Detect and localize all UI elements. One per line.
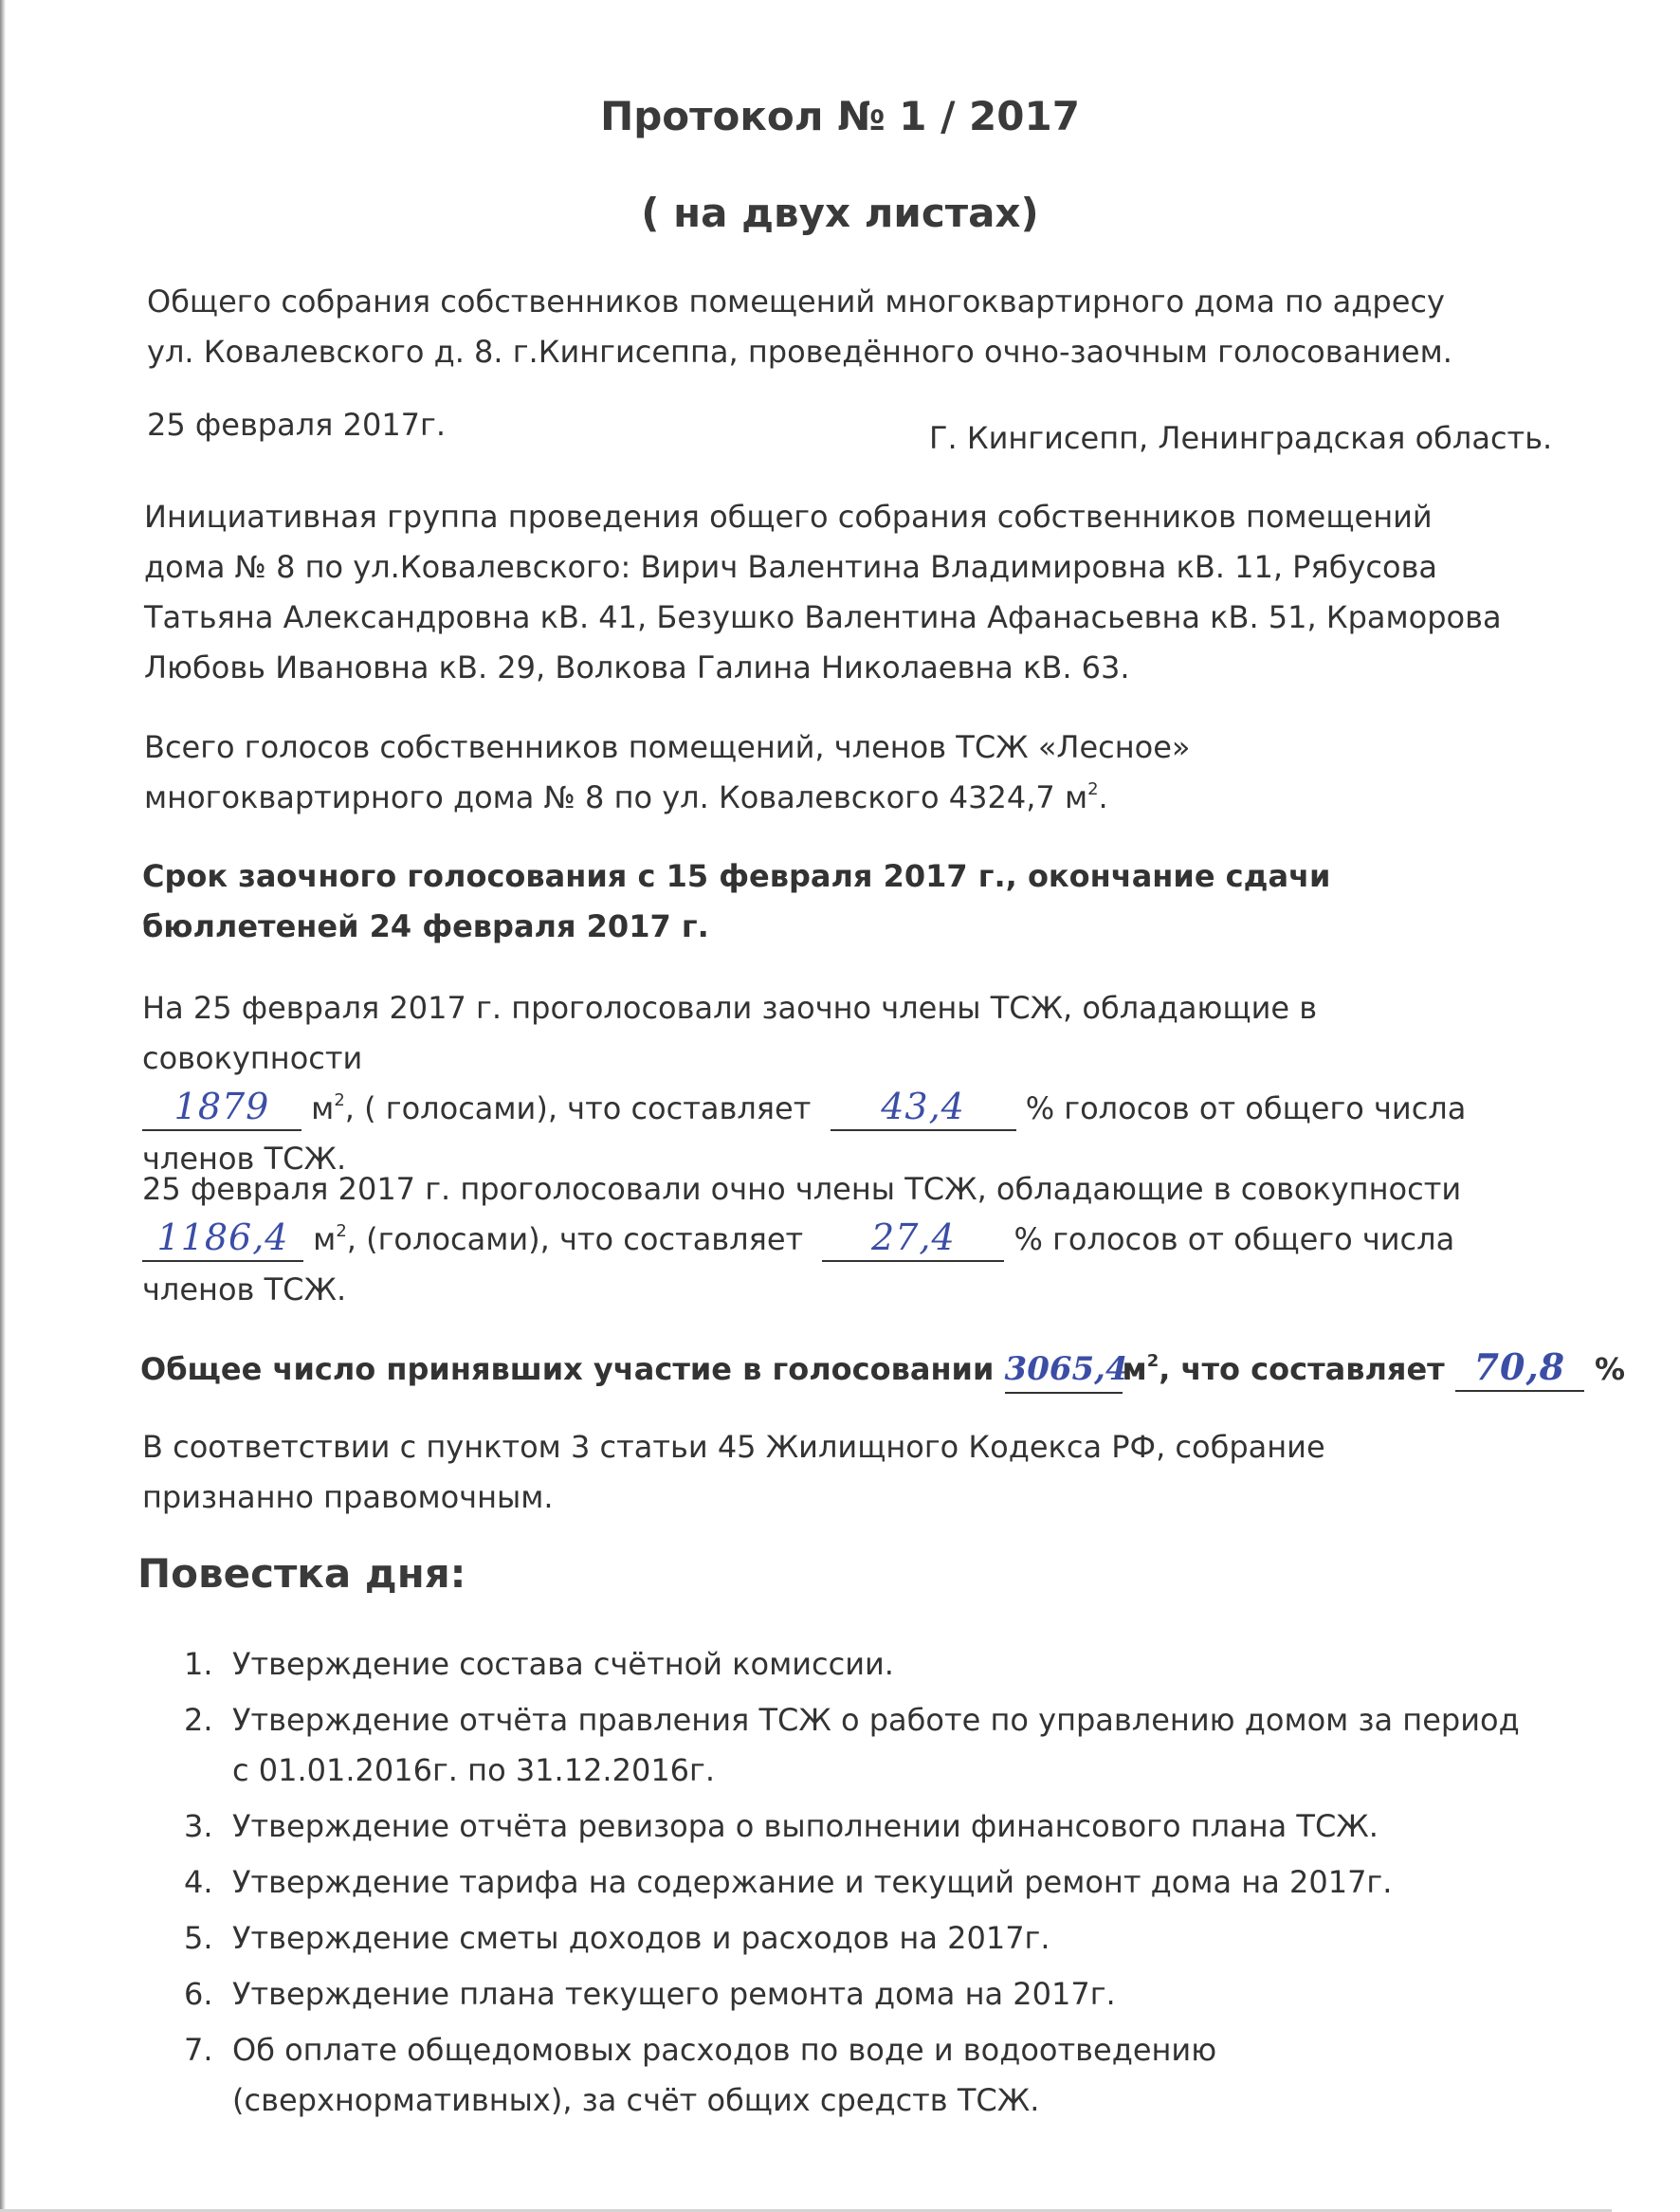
total-percent-handwritten: 70,8 <box>1473 1345 1566 1388</box>
absentee-line-3: членов ТСЖ. <box>142 1141 347 1177</box>
agenda-item-text: Утверждение отчёта ревизора о выполнении финансового плана ТСЖ. <box>232 1808 1379 1844</box>
total-mid-text: , что составляет <box>1159 1351 1455 1387</box>
in-person-line-3: членов ТСЖ. <box>142 1271 347 1307</box>
agenda-item <box>142 1801 1536 1852</box>
absentee-votes-paragraph <box>142 983 1545 1184</box>
absentee-percent-handwritten: 43,4 <box>881 1086 965 1127</box>
total-unit: м <box>1122 1351 1147 1387</box>
agenda-item <box>142 1639 1536 1690</box>
agenda-item-number: 2. <box>184 1702 213 1738</box>
in-person-mid-text: , (голосами), что составляет <box>346 1221 813 1257</box>
total-area-handwritten: 3065,4 <box>1004 1350 1128 1388</box>
agenda-item-text: Утверждение плана текущего ремонта дома на 2017г. <box>232 1976 1116 2012</box>
total-tail-text: % <box>1583 1351 1626 1387</box>
absentee-mid-text: , ( голосами), что составляет <box>344 1090 821 1126</box>
agenda-item <box>142 2025 1536 2126</box>
total-participation <box>140 1344 1626 1395</box>
meeting-date: 25 февраля 2017г. <box>147 407 447 443</box>
absentee-line-1: На 25 февраля 2017 г. проголосовали заочно члены ТСЖ, обладающие в совокупности <box>142 990 1318 1076</box>
absentee-line-2 <box>142 1084 1545 1134</box>
agenda-list <box>142 1639 1536 2126</box>
in-person-percent-field <box>822 1218 1004 1262</box>
absentee-percent-field <box>831 1088 1016 1131</box>
document-subtitle: ( на двух листах) <box>641 190 1039 236</box>
agenda-item-number: 7. <box>184 2032 213 2068</box>
agenda-item-text: Об оплате общедомовых расходов по воде и водоотведению (сверхнормативных), за счёт общих средств ТСЖ. <box>232 2032 1217 2118</box>
agenda-item <box>142 1913 1536 1964</box>
in-person-percent-handwritten: 27,4 <box>871 1216 956 1258</box>
absentee-tail-text: % голосов от общего числа <box>1015 1090 1467 1126</box>
agenda-item <box>142 1857 1536 1908</box>
total-votes-end: . <box>1098 779 1108 815</box>
agenda-item-number: 4. <box>184 1864 213 1900</box>
total-votes-text: Всего голосов собственников помещений, членов ТСЖ «Лесное» многоквартирного дома № 8 по ул. Ковалевского 4324,7 м <box>144 729 1191 815</box>
total-votes-unit-sup: 2 <box>1087 779 1099 799</box>
total-votes-paragraph <box>144 722 1481 823</box>
agenda-item-text: Утверждение тарифа на содержание и текущий ремонт дома на 2017г. <box>232 1864 1393 1900</box>
quorum-statement: В соответствии с пунктом 3 статьи 45 Жилищного Кодекса РФ, собрание признанно правомочным. <box>142 1429 1325 1515</box>
in-person-unit: м <box>303 1221 337 1257</box>
agenda-item-number: 3. <box>184 1808 213 1844</box>
total-area-field <box>1004 1350 1128 1394</box>
absentee-area-handwritten: 1879 <box>173 1086 270 1127</box>
meeting-description: Общего собрания собственников помещений многоквартирного дома по адресу ул. Ковалевского д. 8. г.Кингисеппа, проведённого очно-заочным голосованием. <box>147 283 1452 370</box>
in-person-area-handwritten: 1186,4 <box>156 1216 289 1258</box>
total-unit-sup: 2 <box>1146 1351 1160 1371</box>
in-person-tail-text: % голосов от общего числа <box>1004 1221 1455 1257</box>
agenda-item-number: 6. <box>184 1976 213 2012</box>
absentee-area-field <box>142 1088 301 1131</box>
agenda-item <box>142 1695 1536 1796</box>
agenda-item-text: Утверждение состава счётной комиссии. <box>232 1646 894 1682</box>
scan-edge <box>0 0 6 2212</box>
in-person-line-1: 25 февраля 2017 г. проголосовали очно члены ТСЖ, обладающие в совокупности <box>142 1171 1462 1207</box>
absentee-unit-sup: 2 <box>334 1090 345 1110</box>
in-person-area-field <box>142 1218 303 1262</box>
agenda-item-number: 5. <box>184 1920 213 1956</box>
document-title: Протокол № 1 / 2017 <box>600 93 1080 139</box>
in-person-votes-paragraph <box>142 1164 1545 1315</box>
agenda-item-text: Утверждение отчёта правления ТСЖ о работе по управлению домом за период с 01.01.2016г. по 31.12.2016г. <box>232 1702 1520 1788</box>
agenda-item <box>142 1969 1536 2020</box>
total-percent-field <box>1455 1345 1584 1392</box>
in-person-line-2 <box>142 1215 1545 1265</box>
voting-deadline: Срок заочного голосования с 15 февраля 2017 г., окончание сдачи бюллетеней 24 февраля 2017 г. <box>142 858 1331 944</box>
agenda-item-text: Утверждение сметы доходов и расходов на 2017г. <box>232 1920 1050 1956</box>
total-participation-label: Общее число принявших участие в голосовании <box>140 1351 1005 1387</box>
agenda-item-number: 1. <box>184 1646 213 1682</box>
agenda-heading: Повестка дня: <box>137 1550 466 1597</box>
initiative-group: Инициативная группа проведения общего собрания собственников помещений дома № 8 по ул.Ковалевского: Вирич Валентина Владимировна кВ. 11, Рябусова Татьяна Александровна кВ. 41, Безушко Валентина Афанасьевна кВ. 51, Краморова Любовь Ивановна кВ. 29, Волкова Галина Николаевна кВ. 63. <box>144 499 1502 686</box>
in-person-unit-sup: 2 <box>336 1221 347 1241</box>
meeting-place: Г. Кингисепп, Ленинградская область. <box>929 420 1553 456</box>
absentee-unit: м <box>301 1090 335 1126</box>
